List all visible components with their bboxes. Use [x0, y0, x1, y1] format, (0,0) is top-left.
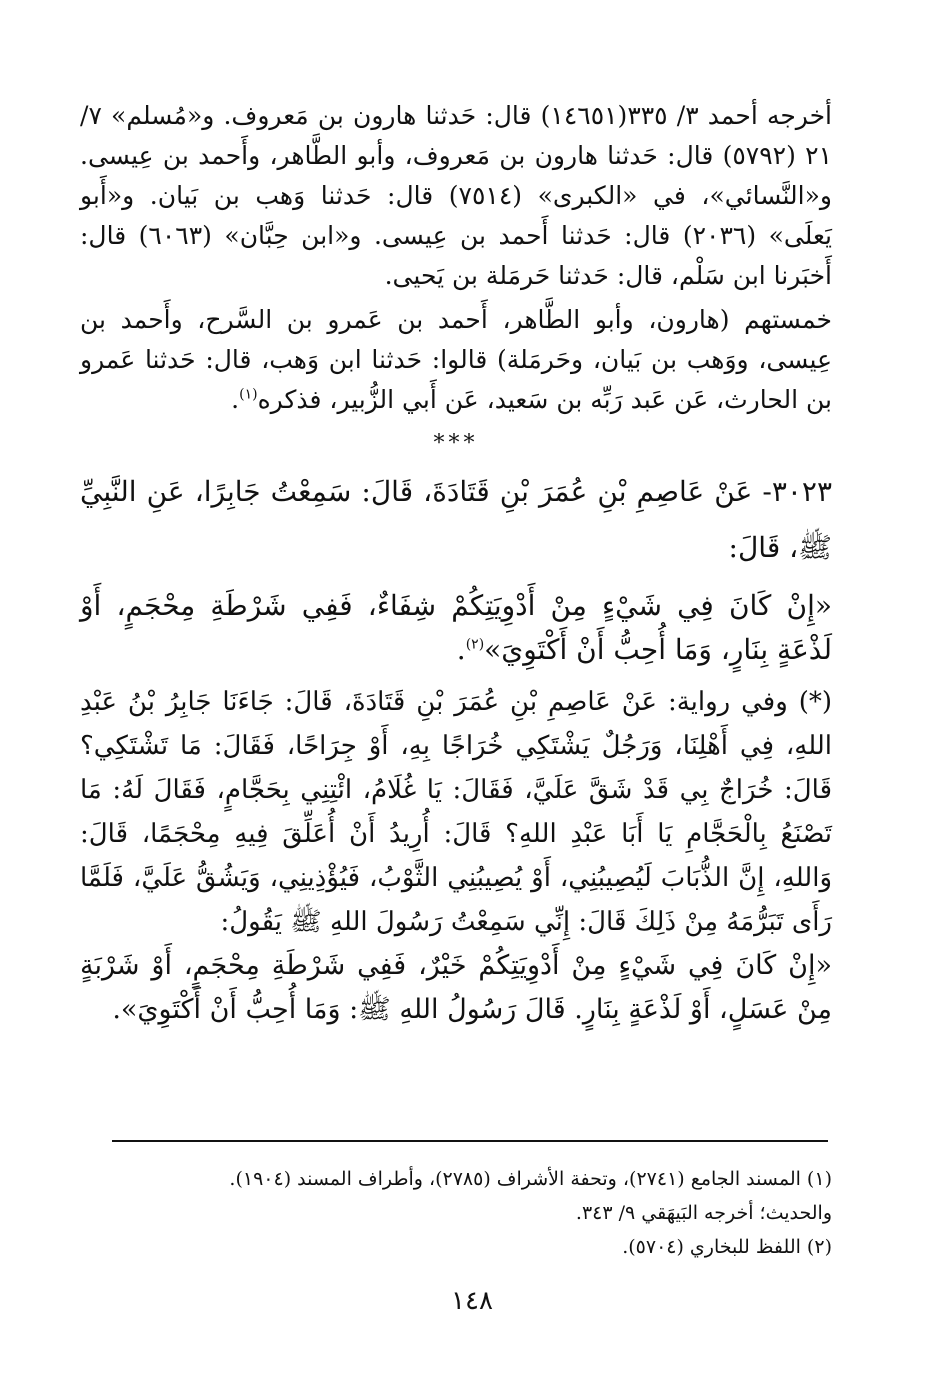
footnote-2: (٢) اللفظ للبخاري (٥٧٠٤).	[622, 1236, 832, 1258]
takhrij-text: أخرجه أحمد ٣/ ٣٣٥(١٤٦٥١) قال: حَدثنا هارون بن مَعروف. و«مُسلم» ٧/ ٢١ (٥٧٩٢) قال: حَدثنا هارون بن مَعروف، وأبو الطَّاهر، وأَحمد بن عِيسى. و«النَّسائي»، في «الكبرى» (٧٥١٤) قال: حَدثنا وَهب بن بَيان. و«أَبو يَعلَى» (٢٠٣٦) قال: حَدثنا أَحمد بن عِيسى. و«ابن حِبَّان» (٦٠٦٣) قال: أَخبَرنا ابن سَلْم، قال: حَدثنا حَرمَلة بن يَحيى.	[80, 101, 833, 290]
hadith-matn	[80, 584, 832, 672]
footnote-1-continued: والحديث؛ أخرجه البَيهَقي ٩/ ٣٤٣.	[575, 1202, 832, 1224]
hadith-riwaya	[80, 680, 832, 944]
period: .	[231, 385, 240, 414]
footnotes	[80, 1162, 832, 1264]
page-number: ١٤٨	[451, 1286, 493, 1316]
takhrij-summary-text: خمستهم (هارون، وأبو الطَّاهر، أَحمد بن عَمرو بن السَّرح، وأَحمد بن عِيسى، ووَهب بن بَيان، وحَرمَلة) قالوا: حَدثنا ابن وَهب، قال: حَدثنا عَمرو بن الحارث، عَن عَبد رَبِّه بن سَعيد، عَن أَبي الزُّبير، فذكره	[80, 305, 832, 414]
hadith-isnad	[80, 464, 832, 576]
hadith-isnad-text: ٣٠٢٣- عَنْ عَاصِمِ بْنِ عُمَرَ بْنِ قَتَادَةَ، قَالَ: سَمِعْتُ جَابِرًا، عَنِ النَّبِيِّ ﷺ، قَالَ:	[80, 475, 832, 564]
footnote-1: (١) المسند الجامع (٢٧٤١)، وتحفة الأشراف (٢٧٨٥)، وأطراف المسند (١٩٠٤).	[229, 1168, 832, 1190]
takhrij-paragraph	[80, 96, 832, 296]
period: .	[456, 633, 466, 666]
hadith-matn-text: «إِنْ كَانَ فِي شَيْءٍ مِنْ أَدْوِيَتِكُمْ شِفَاءٌ، فَفِي شَرْطَةِ مِحْجَمٍ، أَوْ لَذْعَةٍ بِنَارٍ، وَمَا أُحِبُّ أَنْ أَكْتَوِيَ»	[80, 589, 832, 666]
section-separator: ***	[433, 431, 479, 456]
hadith-riwaya-text: (*) وفي رواية: عَنْ عَاصِمِ بْنِ عُمَرَ بْنِ قَتَادَةَ، قَالَ: جَاءَنَا جَابِرُ بْنُ عَبْدِ اللهِ، فِي أَهْلِنَا، وَرَجُلٌ يَشْتَكِي خُرَاجًا بِهِ، أَوْ جِرَاحًا، فَقَالَ: مَا تَشْتَكِي؟ قَالَ: خُرَاجٌ بِي قَدْ شَقَّ عَلَيَّ، فَقَالَ: يَا غُلَامُ، ائْتِنِي بِحَجَّامٍ، فَقَالَ لَهُ: مَا تَصْنَعُ بِالْحَجَّامِ يَا أَبَا عَبْدِ اللهِ؟ قَالَ: أُرِيدُ أَنْ أُعَلِّقَ فِيهِ مِحْجَمًا، قَالَ: وَاللهِ، إِنَّ الذُّبَابَ لَيُصِيبُنِي، أَوْ يُصِيبُنِي الثَّوْبُ، فَيُؤْذِينِي، وَيَشُقُّ عَلَيَّ، فَلَمَّا رَأَى تَبَرُّمَهُ مِنْ ذَلِكَ قَالَ: إِنِّي سَمِعْتُ رَسُولَ اللهِ ﷺ يَقُولُ:	[80, 687, 832, 937]
footnote-ref-1[interactable]: (١)	[239, 386, 258, 403]
footnote-divider	[112, 1140, 828, 1142]
footnote-ref-2[interactable]: (٢)	[465, 636, 485, 653]
hadith-matn-2	[80, 944, 832, 1032]
takhrij-summary-paragraph	[80, 300, 832, 420]
hadith-matn-2-text: «إِنْ كَانَ فِي شَيْءٍ مِنْ أَدْوِيَتِكُمْ خَيْرٌ، فَفِي شَرْطَةِ مِحْجَمٍ، أَوْ شَرْبَةٍ مِنْ عَسَلٍ، أَوْ لَذْعَةٍ بِنَارٍ. قَالَ رَسُولُ اللهِ ﷺ: وَمَا أُحِبُّ أَنْ أَكْتَوِيَ».	[80, 950, 832, 1025]
